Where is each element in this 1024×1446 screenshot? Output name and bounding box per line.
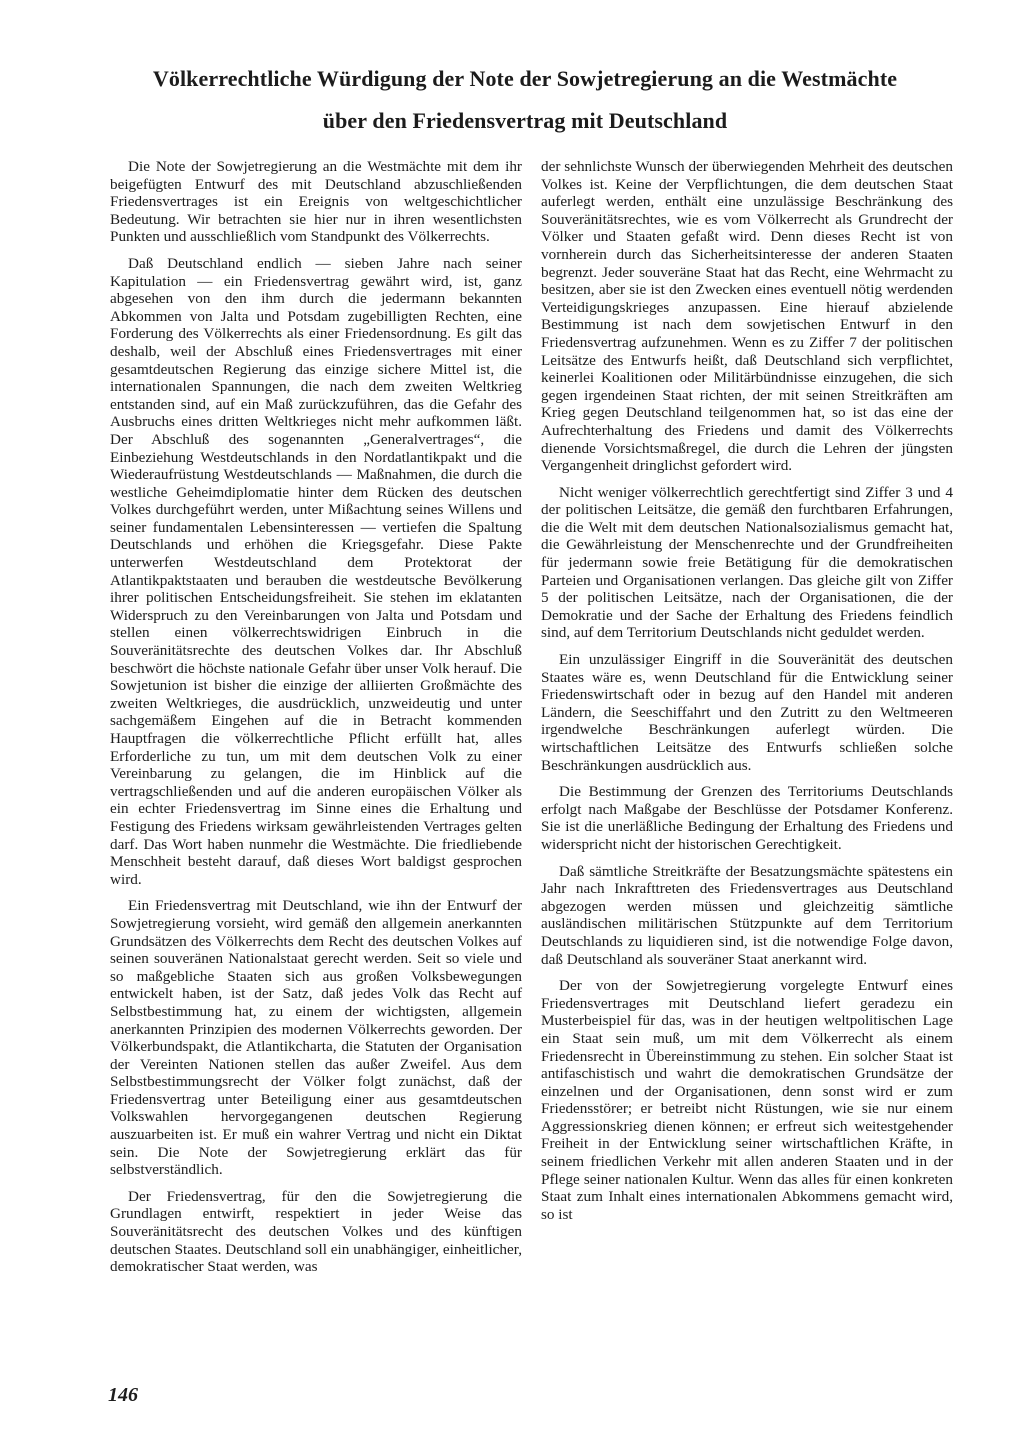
paragraph: Ein Friedensvertrag mit Deutschland, wie ihn der Entwurf der Sowjetregierung vorsieht, wird gemäß den allgemein anerkannten Grundsätzen des Völkerrechts dem Recht des deutschen Volkes auf seinen souveränen Nationalstaat gerecht werden. Seit so viele und so maßgebliche Staaten sich aus großen Volksbewegungen entwickelt haben, ist der Satz, daß jedes Volk das Recht auf Selbstbestimmung hat, zu einem der wichtigsten, allgemein anerkannten Prinzipien des modernen Völkerrechts geworden. Der Völkerbundspakt, die Atlantikcharta, die Statuten der Organisation der Vereinten Nationen stellen das außer Zweifel. Aus dem Selbstbestimmungsrecht der Völker folgt zunächst, daß der Friedensvertrag unter Beteiligung einer aus gesamtdeutschen Volkswahlen hervorgegangenen deutschen Regierung auszuarbeiten ist. Er muß ein wahrer Vertrag und nicht ein Diktat sein. Die Note der Sowjetregierung erklärt das für selbstverständlich. xyxy=(110,897,522,1179)
left-column xyxy=(110,158,522,1285)
title-line-1: Völkerrechtliche Würdigung der Note der Sowjetregierung an die Westmächte xyxy=(152,66,898,91)
title-line-2: über den Friedensvertrag mit Deutschland xyxy=(322,108,728,133)
paragraph: Die Bestimmung der Grenzen des Territoriums Deutschlands erfolgt nach Maßgabe der Beschlüsse der Potsdamer Konferenz. Sie ist die unerläßliche Bedingung der Erhaltung des Friedens und widerspricht nicht der historischen Gerechtigkeit. xyxy=(541,783,953,853)
page-number: 146 xyxy=(108,1384,138,1406)
paragraph: Die Note der Sowjetregierung an die Westmächte mit dem ihr beigefügten Entwurf des mit Deutschland abzuschließenden Friedensvertrages ist ein Ereignis von weltgeschichtlicher Bedeutung. Wir betrachten sie hier nur in ihren wesentlichsten Punkten und ausschließlich vom Standpunkt des Völkerrechts. xyxy=(110,158,522,246)
article-title xyxy=(80,58,970,142)
paragraph-continued: der sehnlichste Wunsch der überwiegenden Mehrheit des deutschen Volkes ist. Keine der Verpflichtungen, die dem deutschen Staat auferlegt werden, enthält eine unzulässige Beschränkung des Souveränitätsrechtes, wie es vom Völkerrecht als Grundrecht der Völker und Staaten gefaßt wird. Denn dieses Recht ist von vornherein durch das Sicherheitsinteresse der anderen Staaten begrenzt. Jeder souveräne Staat hat das Recht, eine Wehrmacht zu besitzen, aber sie ist den Zwecken eines eventuell nötig werdenden Verteidigungskrieges anzupassen. Eine hierauf abzielende Bestimmung ist nach dem sowjetischen Entwurf in den Friedensvertrag aufzunehmen. Wenn es zu Ziffer 7 der politischen Leitsätze des Entwurfs heißt, daß Deutschland sich verpflichtet, keinerlei Koalitionen oder Militärbündnisse einzugehen, die sich gegen irgendeinen Staat richten, der mit seinen Streitkräften am Krieg gegen Deutschland teilgenommen hat, so ist das eine der Aufrechterhaltung des Friedens und damit des Völkerrechts dienende Vorsichtsmaßregel, die durch die Lehren der jüngsten Vergangenheit dringlichst gefordert wird. xyxy=(541,158,953,475)
paragraph: Der von der Sowjetregierung vorgelegte Entwurf eines Friedensvertrages mit Deutschland liefert geradezu ein Musterbeispiel für das, was in der heutigen weltpolitischen Lage ein Staat sein muß, um mit dem Völkerrecht als einem Friedensrecht in Übereinstimmung zu stehen. Ein solcher Staat ist antifaschistisch und wahrt die demokratischen Grundsätze der einzelnen und der Organisationen, denn sonst wird er zum Friedensstörer; er betreibt nicht Rüstungen, wie sie nur einem Aggressionskrieg dienen können; er erfreut sich weitestgehender Freiheit in der Entwicklung seiner wirtschaftlichen Kräfte, in seinem friedlichen Verkehr mit allen anderen Staaten und in der Pflege seiner nationalen Kultur. Wenn das alles für einen konkreten Staat zum Inhalt eines internationalen Abkommens gemacht wird, so ist xyxy=(541,977,953,1223)
paragraph: Daß Deutschland endlich — sieben Jahre nach seiner Kapitulation — ein Friedensvertrag gewährt wird, ist, ganz abgesehen von den ihm durch die jedermann bekannten Abkommen von Jalta und Potsdam zugebilligten Rechten, eine Forderung des Völkerrechts als einer Friedensordnung. Es gilt das deshalb, weil der Abschluß eines Friedensvertrages mit einer gesamtdeutschen Regierung das einzige sichere Mittel ist, die internationalen Spannungen, die nach dem zweiten Weltkrieg entstanden sind, auf ein Maß zurückzuführen, das die Gefahr des Ausbruchs eines dritten Weltkrieges nicht mehr aufkommen läßt. Der Abschluß des sogenannten „Generalvertrages“, die Einbeziehung Westdeutschlands in den Nordatlantikpakt und die Wiederaufrüstung Westdeutschlands — Maßnahmen, die durch die westliche Geheimdiplomatie hinter dem Rücken des deutschen Volkes durchgeführt werden, unter Mißachtung seines Willens und seiner fundamentalen Lebensinteressen — vertiefen die Spaltung Deutschlands und erhöhen die Kriegsgefahr. Diese Pakte unterwerfen Westdeutschland dem Protektorat der Atlantikpaktstaaten und berauben die westdeutsche Bevölkerung ihrer politischen Entscheidungsfreiheit. Sie stehen im eklatanten Widerspruch zu den Vereinbarungen von Jalta und Potsdam und stellen einen völkerrechtswidrigen Einbruch in die Souveränitätsrechte des deutschen Volkes dar. Ihr Abschluß beschwört die höchste nationale Gefahr über unser Volk herauf. Die Sowjetunion ist bisher die einzige der alliierten Großmächte des zweiten Weltkrieges, die ausdrücklich, unzweideutig und unter sachgemäßem Eingehen auf die in Betracht kommenden Hauptfragen die völkerrechtliche Pflicht erfüllt hat, alles Erforderliche zu tun, um mit dem deutschen Volk zu einer Vereinbarung zu gelangen, die im Hinblick auf die vertragschließenden und auf die anderen europäischen Völker als ein echter Friedensvertrag im Sinne eines die Erhaltung und Festigung des Friedens wirksam gewährleistenden Vertrages gelten darf. Das Wort haben nunmehr die Westmächte. Die friedliebende Menschheit besteht darauf, daß dieses Wort baldigst gesprochen wird. xyxy=(110,254,522,888)
paragraph: Ein unzulässiger Eingriff in die Souveränität des deutschen Staates wäre es, wenn Deutschland für die Entwicklung seiner Friedenswirtschaft oder in bezug auf den Handel mit anderen Ländern, die Seeschiffahrt und den Zutritt zu den Weltmeeren irgendwelche Beschränkungen auferlegt würden. Die wirtschaftlichen Leitsätze des Entwurfs schließen solche Beschränkungen ausdrücklich aus. xyxy=(541,651,953,774)
paragraph: Nicht weniger völkerrechtlich gerechtfertigt sind Ziffer 3 und 4 der politischen Leitsätze, die gemäß den furchtbaren Erfahrungen, die die Welt mit dem deutschen Nationalsozialismus gemacht hat, die Gewährleistung der Menschenrechte und der Grundfreiheiten für jedermann sowie freie Betätigung für die demokratischen Parteien und Organisationen verlangen. Das gleiche gilt von Ziffer 5 der politischen Leitsätze, nach der Organisationen, die der Demokratie und der Sache der Erhaltung des Friedens feindlich sind, auf dem Territorium Deutschlands nicht geduldet werden. xyxy=(541,483,953,642)
paragraph: Der Friedensvertrag, für den die Sowjetregierung die Grundlagen entwirft, respektiert in jeder Weise das Souveränitätsrecht des deutschen Volkes und des künftigen deutschen Staates. Deutschland soll ein unabhängiger, einheitlicher, demokratischer Staat werden, was xyxy=(110,1187,522,1276)
paragraph: Daß sämtliche Streitkräfte der Besatzungsmächte spätestens ein Jahr nach Inkrafttreten des Friedensvertrages aus Deutschland abgezogen werden müssen und gleichzeitig sämtliche ausländischen militärischen Stützpunkte auf dem Territorium Deutschlands zu liquidieren sind, ist die notwendige Folge davon, daß Deutschland als souveräner Staat anerkannt wird. xyxy=(541,862,953,968)
right-column xyxy=(541,158,953,1232)
